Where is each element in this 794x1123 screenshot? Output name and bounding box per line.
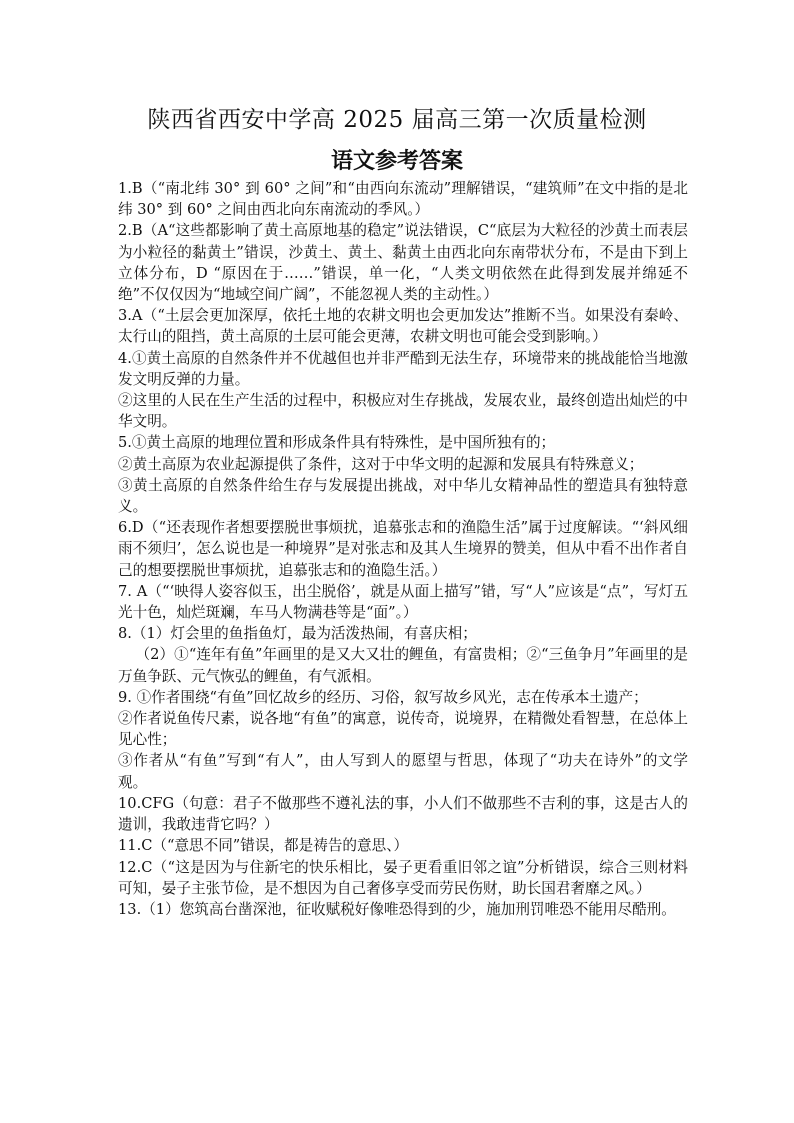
document-title: 陕西省西安中学高 2025 届高三第一次质量检测 (147, 107, 647, 133)
answer-paragraph-q9-point2: ②作者说鱼传尺素，说各地“有鱼”的寓意，说传奇，说境界，在精微处看智慧，在总体上见心性； (118, 710, 688, 749)
answer-list (118, 178, 688, 920)
answer-paragraph-q12: 12.C（“这是因为与住新宅的快乐相比，晏子更看重旧邻之谊”分析错误，综合三则材料可知，晏子主张节俭，是不想因为自己奢侈享受而劳民伤财，助长国君奢靡之风。） (118, 858, 688, 897)
answer-paragraph-q3: 3.A（“土层会更加深厚，依托土地的农耕文明也会更加发达”推断不当。如果没有秦岭、太行山的阻挡，黄土高原的土层可能会更薄，农耕文明也可能会受到影响。） (118, 307, 688, 346)
answer-paragraph-q5-point3: ③黄土高原的自然条件给生存与发展提出挑战，对中华儿女精神品性的塑造具有独特意义。 (118, 476, 688, 516)
document-subtitle: 语文参考答案 (330, 148, 463, 174)
answer-paragraph-q6: 6.D（“还表现作者想要摆脱世事烦扰，追慕张志和的渔隐生活”属于过度解读。“‘斜风细雨不须归’，怎么说也是一种境界”是对张志和及其人生境界的赞美，但从中看不出作者自己的想要摆脱世事烦扰，追慕张志和的渔隐生活。） (118, 519, 688, 579)
answer-paragraph-q9-point1: 9. ①作者围绕“有鱼”回忆故乡的经历、习俗，叙写故乡风光，志在传承本土遗产； (118, 688, 648, 706)
answer-paragraph-q9-point3: ③作者从“有鱼”写到“有人”，由人写到人的愿望与哲思，体现了“功夫在诗外”的文学观。 (118, 752, 688, 791)
answer-paragraph-q5-point2: ②黄土高原为农业起源提供了条件，这对于中华文明的起源和发展具有特殊意义； (118, 455, 644, 473)
answer-paragraph-q5-point1: 5.①黄土高原的地理位置和形成条件具有特殊性，是中国所独有的； (118, 434, 556, 452)
answer-paragraph-q10: 10.CFG（句意：君子不做那些不遵礼法的事，小人们不做那些不吉利的事，这是古人的遗训，我敢违背它吗？） (118, 794, 688, 834)
answer-paragraph-q8-part2: （2）①“连年有鱼”年画里的是又大又壮的鲤鱼，有富贵相；②“三鱼争月”年画里的是万鱼争跃、元气恢弘的鲤鱼，有气派相。 (118, 646, 688, 685)
answer-paragraph-q4-point2: ②这里的人民在生产生活的过程中，积极应对生存挑战，发展农业，最终创造出灿烂的中华文明。 (118, 392, 688, 431)
answer-paragraph-q1: 1.B（“南北纬 30° 到 60° 之间”和“由西向东流动”理解错误，“建筑师”在文中指的是北纬 30° 到 60° 之间由西北向东南流动的季风。） (118, 180, 688, 219)
answer-paragraph-q13: 13.（1）您筑高台凿深池，征收赋税好像唯恐得到的少，施加刑罚唯恐不能用尽酷刑。 (118, 900, 676, 918)
answer-paragraph-q11: 11.C（“意思不同”错误，都是祷告的意思、） (118, 837, 409, 855)
answer-paragraph-q8-part1: 8.（1）灯会里的鱼指鱼灯，最为活泼热闹，有喜庆相； (118, 625, 477, 643)
answer-paragraph-q7: 7. A（“‘映得人姿容似玉，出尘脱俗’，就是从面上描写”错，写“人”应该是“点”，写灯五光十色，灿烂斑斓，车马人物满巷等是“面”。） (118, 582, 688, 622)
answer-paragraph-q4-point1: 4.①黄土高原的自然条件并不优越但也并非严酷到无法生存，环境带来的挑战能恰当地激发文明反弹的力量。 (118, 349, 688, 388)
answer-paragraph-q2: 2.B（A“这些都影响了黄土高原地基的稳定”说法错误，C“底层为大粒径的沙黄土而表层为小粒径的黏黄土”错误，沙黄土、黄土、黏黄土由西北向东南带状分布，不是由下到上立体分布，D “原因在于……”错误，单一化，“人类文明依然在此得到发展并绵延不绝”不仅仅因为“地域空间广阔”，不能忽视人类的主动性。） (118, 222, 688, 304)
